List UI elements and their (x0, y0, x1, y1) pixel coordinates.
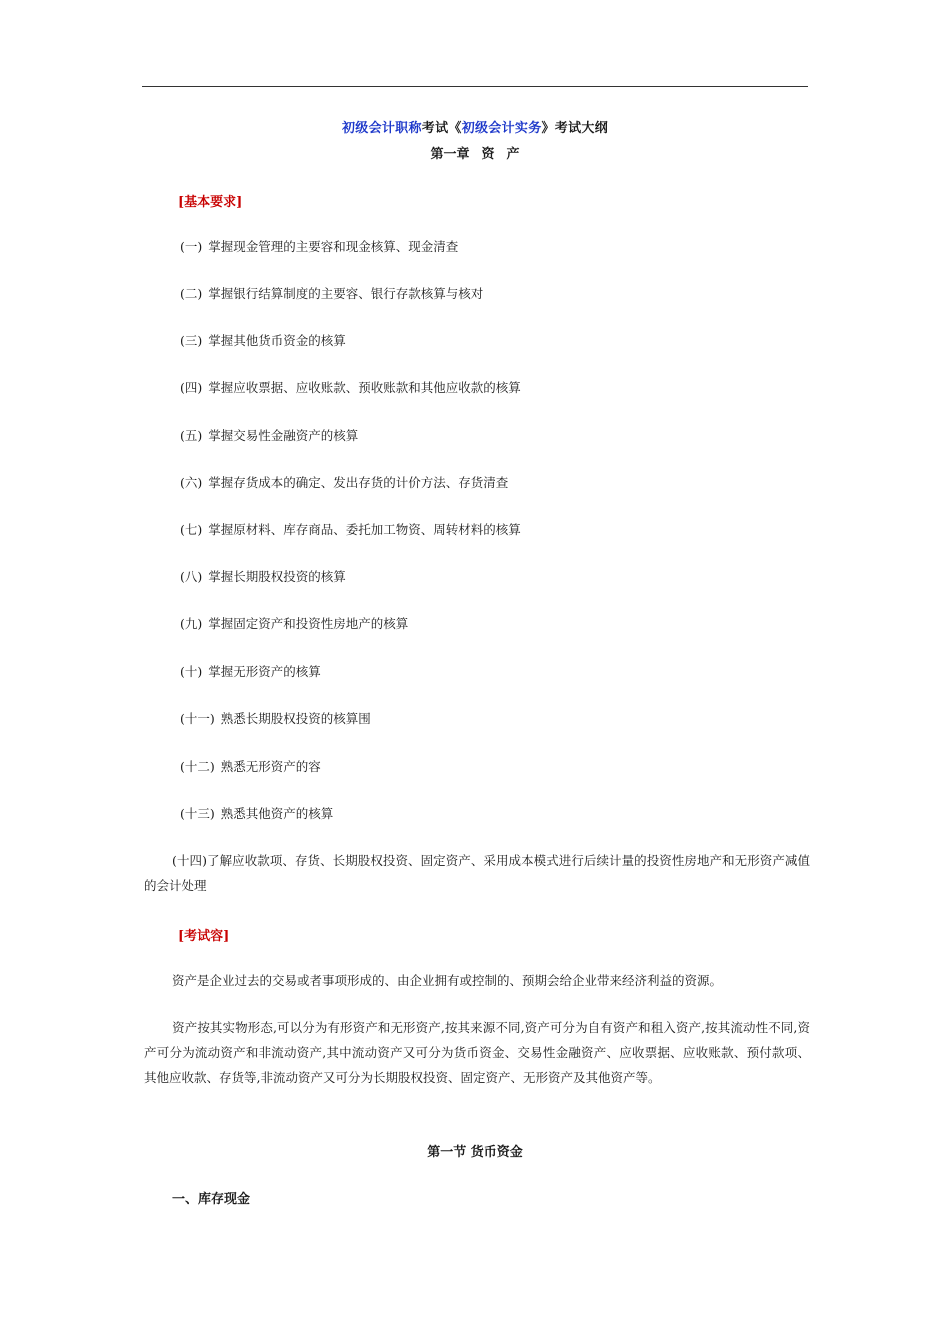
item-number: (八) (180, 569, 203, 584)
exam-content-heading: [考试容] (178, 929, 230, 944)
item-number: (一) (180, 239, 203, 254)
exam-paragraph-2 (144, 1015, 810, 1090)
item-number: (六) (180, 475, 203, 490)
requirement-item (180, 473, 508, 493)
item-text: 掌握存货成本的确定、发出存货的计价方法、存货清查 (208, 475, 509, 490)
title-text-2: 》考试大纲 (541, 121, 609, 136)
basic-requirements-heading: [基本要求] (178, 195, 243, 210)
item-text: 掌握无形资产的核算 (208, 664, 321, 679)
paragraph-text: 资产是企业过去的交易或者事项形成的、由企业拥有或控制的、预期会给企业带来经济利益的资源。 (172, 973, 723, 988)
item-number: (九) (180, 616, 203, 631)
item-number: (三) (180, 333, 203, 348)
header-rule (142, 86, 808, 87)
item-text: 了解应收款项、存货、长期股权投资、固定资产、采用成本模式进行后续计量的投资性房地产和无形资产减值的会计处理 (144, 853, 810, 893)
requirement-item (180, 378, 521, 398)
item-number: (十三) (180, 806, 215, 821)
requirement-item (180, 757, 321, 777)
exam-paragraph-1 (144, 968, 810, 993)
item-number: (十) (180, 664, 203, 679)
title-link-1[interactable]: 初级会计职称 (341, 121, 422, 136)
item-number: (四) (180, 380, 203, 395)
requirement-item (180, 567, 346, 587)
requirement-item (180, 614, 408, 634)
item-text: 掌握长期股权投资的核算 (208, 569, 346, 584)
chapter-title-char-1: 资 (481, 147, 495, 162)
document-title (0, 117, 950, 136)
chapter-title-char-2: 产 (506, 147, 520, 162)
requirement-item (180, 662, 321, 682)
chapter-number: 第一章 (430, 147, 470, 162)
title-link-2[interactable]: 初级会计实务 (461, 121, 542, 136)
item-text: 掌握其他货币资金的核算 (208, 333, 346, 348)
requirement-item (180, 237, 458, 257)
item-number: (七) (180, 522, 203, 537)
chapter-heading (0, 143, 950, 162)
item-text: 掌握应收票据、应收账款、预收账款和其他应收款的核算 (208, 380, 521, 395)
item-text: 熟悉其他资产的核算 (220, 806, 334, 821)
paragraph-text: 资产按其实物形态,可以分为有形资产和无形资产,按其来源不同,资产可分为自有资产和租入资产,按其流动性不同,资产可分为流动资产和非流动资产,其中流动资产又可分为货币资金、交易性金融资产、应收票据、应收账款、预付款项、其他应收款、存货等,非流动资产又可分为长期股权投资、固定资产、无形资产及其他资产等。 (144, 1020, 810, 1085)
item-number: (十二) (180, 759, 215, 774)
item-number: (二) (180, 286, 203, 301)
item-text: 掌握现金管理的主要容和现金核算、现金清查 (208, 239, 459, 254)
item-text: 掌握固定资产和投资性房地产的核算 (208, 616, 409, 631)
requirement-item (180, 520, 521, 540)
requirement-item (180, 804, 333, 824)
item-text: 掌握银行结算制度的主要容、银行存款核算与核对 (208, 286, 484, 301)
requirement-item-14 (144, 848, 810, 898)
item-number: (十四) (172, 853, 207, 868)
item-text: 掌握交易性金融资产的核算 (208, 428, 359, 443)
subsection-heading: 一、库存现金 (172, 1192, 251, 1207)
requirement-item (180, 331, 346, 351)
requirement-item (180, 709, 371, 729)
requirement-item (180, 284, 483, 304)
item-text: 熟悉长期股权投资的核算围 (220, 711, 371, 726)
item-text: 掌握原材料、库存商品、委托加工物资、周转材料的核算 (208, 522, 521, 537)
requirement-item (180, 426, 358, 446)
section-heading: 第一节 货币资金 (427, 1145, 523, 1160)
item-number: (五) (180, 428, 203, 443)
item-text: 熟悉无形资产的容 (220, 759, 321, 774)
item-number: (十一) (180, 711, 215, 726)
title-text-1: 考试《 (421, 121, 462, 136)
